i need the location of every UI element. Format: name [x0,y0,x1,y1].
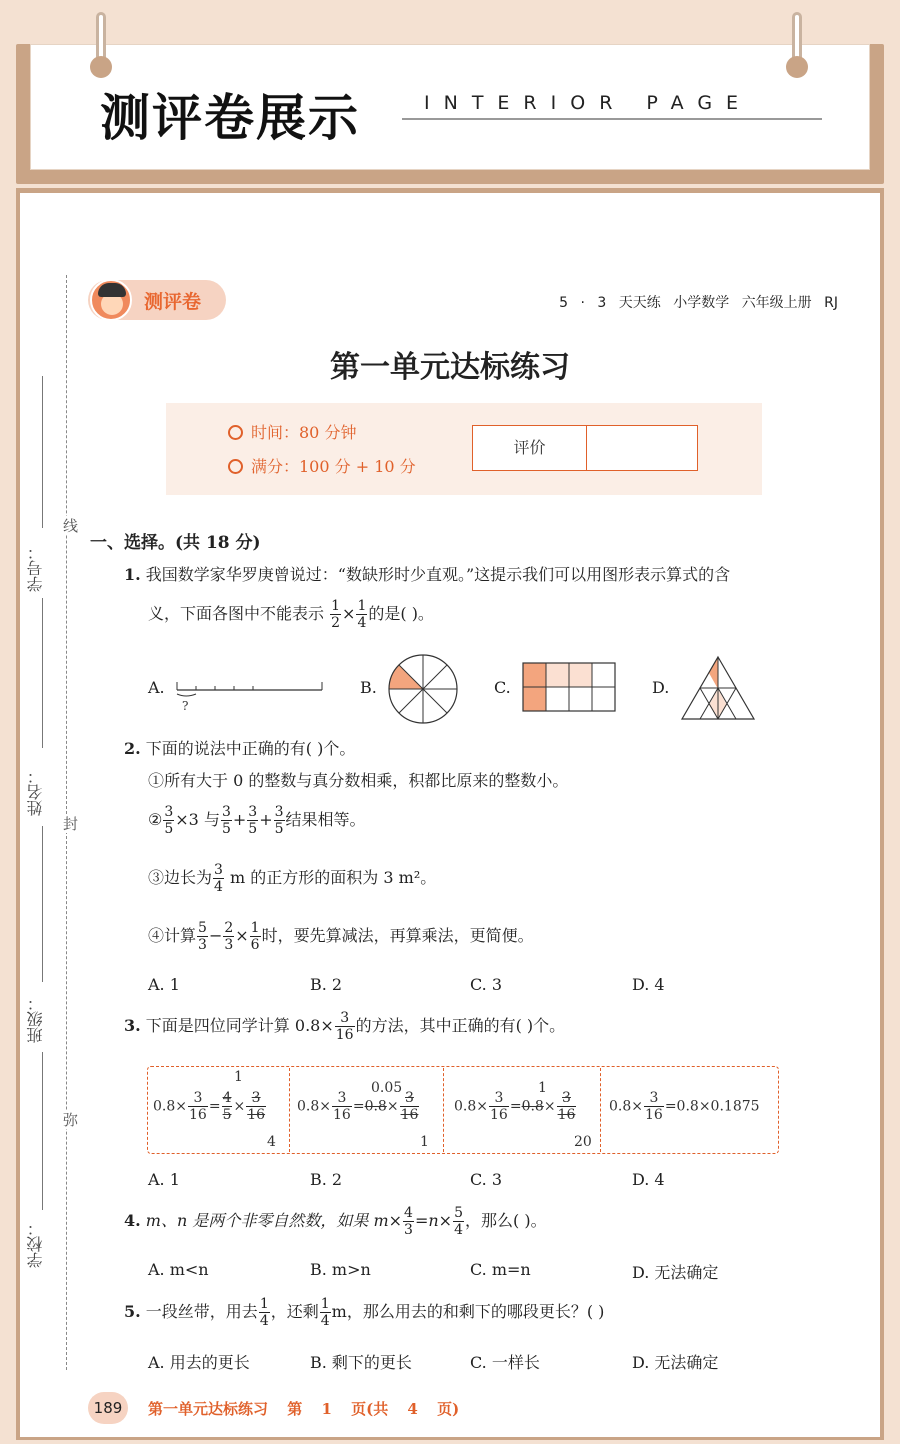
q2-statement-4: ④计算 $\frac{5}{3}$ − $\frac{2}{3}$ × $\frac{1}{6}$ 时，要先算减法，再算乘法，更简便。 [148,920,534,954]
q2-option-d[interactable]: D. 4 [632,975,665,994]
q2-statement-2: ② $\frac{3}{5}$ ×3 与 $\frac{3}{5}$ + $\frac{3}{5}$ + $\frac{3}{5}$ 结果相等。 [148,804,366,838]
banner-subtitle: INTERIOR PAGE [424,92,753,114]
q3-divider-3 [600,1068,601,1152]
banner-title: 测评卷展示 [100,89,360,147]
q4-option-b[interactable]: B. m>n [310,1260,371,1279]
q3-m3-bottom-note: 20 [574,1134,592,1150]
exam-tag-label: 测评卷 [144,291,202,313]
q5-option-c[interactable]: C. 一样长 [470,1353,540,1372]
q4-stem: 4. m、n 是两个非零自然数，如果 m× $\frac{4}{3}$ =n× $\frac{5}{4}$ ，那么( )。 [124,1205,547,1239]
q1-option-d[interactable]: D. [652,678,670,697]
full-score: 满分：100 分 + 10 分 [251,457,416,476]
q5-option-b[interactable]: B. 剩下的更长 [310,1353,412,1372]
q1-line2: 义，下面各图中不能表示 $\frac{1}{2}$ × $\frac{1}{4}$ 的是( )。 [148,598,434,632]
q3-option-a[interactable]: A. 1 [148,1170,180,1189]
q1-option-b[interactable]: B. [360,678,377,697]
cut-mark-seal: 封 [61,816,79,831]
q3-divider-2 [443,1068,444,1152]
q3-method-1: 0.8× $\frac{3}{16}$ = $\frac{4}{5}$ × $\frac{3}{16}$ [153,1090,266,1124]
clock-icon [228,425,243,440]
side-underline-class [42,826,43,982]
q3-m1-top-note: 1 [234,1069,243,1085]
q3-number: 3. [124,1016,141,1036]
q3-option-b[interactable]: B. 2 [310,1170,343,1189]
evaluation-box[interactable] [472,425,698,471]
binder-dot-right [786,56,808,78]
q5-number: 5. [124,1302,141,1322]
q5-stem: 5. 一段丝带，用去 $\frac{1}{4}$ ，还剩 $\frac{1}{4}$ m，那么用去的和剩下的哪段更长？( ) [124,1296,605,1330]
q1-option-a[interactable]: A. [148,678,165,697]
q5-option-a[interactable]: A. 用去的更长 [148,1353,250,1372]
section-heading: 一、选择。(共 18 分) [90,533,261,553]
q1-figure-c-grid [522,662,616,712]
cut-mark-fold: 弥 [61,1112,79,1127]
banner-underline [402,118,822,120]
side-underline-id [42,376,43,528]
q2-text: 下面的说法中正确的有( )个。 [145,739,356,758]
book-info [559,292,838,312]
q2-option-c[interactable]: C. 3 [470,975,503,994]
side-label-school: 学校： [26,1220,45,1268]
q3-m2-bottom-note: 1 [420,1134,429,1150]
q4-number: 4. [124,1211,141,1231]
side-label-class: 班级： [26,995,45,1043]
page-number: 189 [88,1392,128,1424]
binder-dot-left [90,56,112,78]
q4-option-c[interactable]: C. m=n [470,1260,531,1279]
time-limit: 时间：80 分钟 [251,423,357,442]
q3-m3-top-note: 1 [538,1080,547,1096]
q2-number: 2. [124,739,141,758]
q5-option-d[interactable]: D. 无法确定 [632,1353,719,1372]
q4-option-d[interactable]: D. 无法确定 [632,1263,719,1282]
series-name: 5 · 3 天天练 [559,295,661,311]
q1-figure-b-pie [386,652,460,726]
side-underline-school [42,1052,43,1210]
q1-line1 [124,562,730,585]
q3-option-c[interactable]: C. 3 [470,1170,503,1189]
q3-option-d[interactable]: D. 4 [632,1170,665,1189]
q1-text3: 的是( )。 [368,604,434,624]
subject-name: 小学数学 [673,295,730,311]
q3-method-4: 0.8× $\frac{3}{16}$ =0.8×0.1875 [609,1090,760,1124]
check-icon [228,459,243,474]
score-row [228,454,416,477]
q1-text2: 义，下面各图中不能表示 [148,604,325,624]
footer-text: 第一单元达标练习 第 1 页(共 4 页) [148,1400,460,1418]
q1-option-c[interactable]: C. [494,678,511,697]
time-row [228,420,356,443]
edition-name: RJ [824,295,838,311]
q2-statement-3: ③边长为 $\frac{3}{4}$ m 的正方形的面积为 3 m²。 [148,862,437,896]
q3-divider-1 [289,1068,290,1152]
q3-stem: 3. 下面是四位同学计算 0.8× $\frac{3}{16}$ 的方法，其中正确的有( )个。 [124,1010,566,1044]
q1-frac2: $\frac{1}{4}$ [357,598,367,632]
grade-name: 六年级上册 [741,295,812,311]
q3-method-3: 0.8× $\frac{3}{16}$ =0.8× $\frac{3}{16}$ [454,1090,576,1124]
q2-option-a[interactable]: A. 1 [148,975,180,994]
side-label-name: 姓名： [26,768,45,816]
q2-statement-1: ①所有大于 0 的整数与真分数相乘，积都比原来的整数小。 [148,771,569,790]
page-title: 第一单元达标练习 [330,350,570,385]
q1-text1: 我国数学家华罗庚曾说过：“数缺形时少直观。”这提示我们可以用图形表示算式的含 [145,565,731,584]
q4-option-a[interactable]: A. m<n [148,1260,209,1279]
cut-mark-line: 线 [61,518,79,533]
cartoon-avatar-icon [90,279,132,321]
evaluation-label: 评价 [473,426,587,470]
q1-number: 1. [124,565,141,584]
q3-m2-top-note: 0.05 [371,1080,403,1096]
ruler-question-mark: ? [182,699,189,713]
q2-option-b[interactable]: B. 2 [310,975,343,994]
q2-stem [124,736,355,759]
q3-m1-bottom-note: 4 [267,1134,276,1150]
q1-figure-a-ruler [174,676,326,716]
q1-frac1: $\frac{1}{2}$ [331,598,341,632]
q1-figure-d-triangle [680,655,756,721]
side-underline-name [42,598,43,748]
q3-method-2: 0.8× $\frac{3}{16}$ =0.8× $\frac{3}{16}$ [297,1090,419,1124]
side-label-id: 学号： [26,544,45,592]
